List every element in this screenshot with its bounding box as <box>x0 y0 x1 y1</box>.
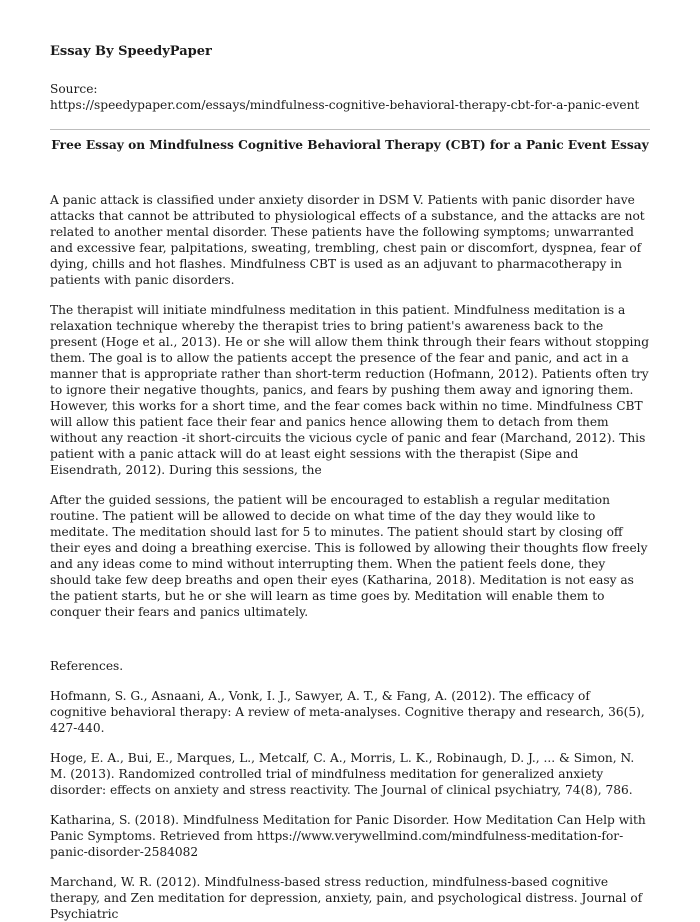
essay-paragraph: After the guided sessions, the patient will be encouraged to establish a regular meditation routine. The patient will be allowed to decide on what time of the day they would like to meditate. The meditation should last for 5 to minutes. The patient should start by closing off their eyes and doing a breathing exercise. This is followed by allowing their thoughts flow freely and any ideas come to mind without interrupting them. When the patient feels done, they should take few deep breaths and open their eyes (Katharina, 2018). Meditation is not easy as the patient starts, but he or she will learn as time goes by. Meditation will enable them to conquer their fears and panics ultimately. <box>50 493 648 619</box>
brand-heading: Essay By SpeedyPaper <box>50 44 212 59</box>
references-heading: References. <box>50 659 124 673</box>
source-label: Source: <box>50 82 98 96</box>
essay-title: Free Essay on Mindfulness Cognitive Behavioral Therapy (CBT) for a Panic Event Essay <box>51 138 649 152</box>
essay-paragraph: A panic attack is classified under anxiety disorder in DSM V. Patients with panic disorder have attacks that cannot be attributed to physiological effects of a substance, and the attacks are not related to another mental disorder. These patients have the following symptoms; unwarranted and excessive fear, palpitations, sweating, trembling, chest pain or discomfort, dyspnea, fear of dying, chills and hot flashes. Mindfulness CBT is used as an adjuvant to pharmacotherapy in patients with panic disorders. <box>50 193 645 287</box>
reference-item: Hofmann, S. G., Asnaani, A., Vonk, I. J., Sawyer, A. T., & Fang, A. (2012). The efficacy of cognitive behavioral therapy: A review of meta-analyses. Cognitive therapy and research, 36(5), 427-440. <box>50 689 645 735</box>
essay-paragraph: The therapist will initiate mindfulness meditation in this patient. Mindfulness meditation is a relaxation technique whereby the therapist tries to bring patient's awareness back to the present (Hoge et al., 2013). He or she will allow them think through their fears without stopping them. The goal is to allow the patients accept the presence of the fear and panic, and act in a manner that is appropriate rather than short-term reduction (Hofmann, 2012). Patients often try to ignore their negative thoughts, panics, and fears by pushing them away and ignoring them. However, this works for a short time, and the fear comes back within no time. Mindfulness CBT will allow this patient face their fear and panics hence allowing them to detach from them without any reaction -it short-circuits the vicious cycle of panic and fear (Marchand, 2012). This patient with a panic attack will do at least eight sessions with the therapist (Sipe and Eisendrath, 2012). During this sessions, the <box>50 303 650 477</box>
source-url[interactable]: https://speedypaper.com/essays/mindfulness-cognitive-behavioral-therapy-cbt-for-a-panic-event <box>50 98 640 112</box>
divider <box>50 129 650 130</box>
reference-item: Katharina, S. (2018). Mindfulness Meditation for Panic Disorder. How Meditation Can Help with Panic Symptoms. Retrieved from https://www.verywellmind.com/mindfulness-meditation-for-panic-disorder-2584082 <box>50 813 646 859</box>
reference-item: Hoge, E. A., Bui, E., Marques, L., Metcalf, C. A., Morris, L. K., Robinaugh, D. J., ... & Simon, N. M. (2013). Randomized controlled trial of mindfulness meditation for generalized anxiety disorder: effects on anxiety and stress reactivity. The Journal of clinical psychiatry, 74(8), 786. <box>50 751 635 797</box>
reference-item: Marchand, W. R. (2012). Mindfulness-based stress reduction, mindfulness-based cognitive therapy, and Zen meditation for depression, anxiety, pain, and psychological distress. Journal of Psychiatric <box>50 875 643 921</box>
